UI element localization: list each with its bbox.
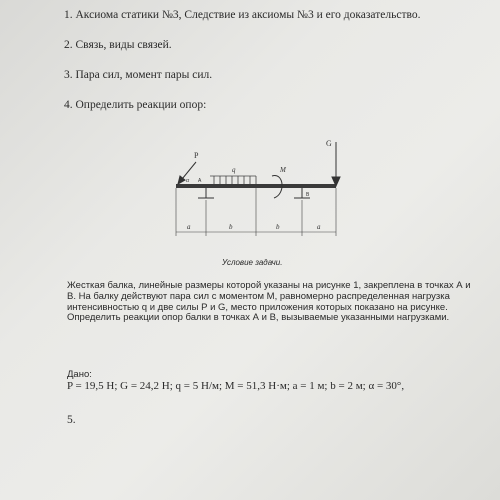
problem-statement [67,281,477,324]
given-label: Дано: [67,369,92,380]
label-p: P [194,151,199,160]
question-2: 2. Связь, виды связей. [64,39,172,51]
beam-diagram [160,132,360,244]
question-4: 4. Определить реакции опор: [64,99,207,111]
figure-caption: Условие задачи. [222,258,283,267]
beam [176,184,336,188]
item-5: 5. [67,414,76,426]
force-g-arrow [332,142,340,186]
support-a [198,188,214,198]
dim-label-2: b [229,223,233,231]
label-a-support: A [198,178,202,184]
label-q: q [232,166,236,174]
distributed-load [210,176,256,184]
label-alpha: α [186,178,190,184]
dim-label-4: a [317,223,321,231]
dim-label-1: a [187,223,191,231]
label-g: G [326,139,332,148]
question-3: 3. Пара сил, момент пары сил. [64,69,213,81]
dimension-lines [176,188,336,236]
question-1: 1. Аксиома статики №3, Следствие из аксиомы №3 и его доказательство. [64,9,421,21]
dim-label-3: b [276,223,280,231]
given-values: P = 19,5 Н; G = 24,2 Н; q = 5 Н/м; M = 51,3 Н·м; a = 1 м; b = 2 м; α = 30°, [67,380,405,392]
problem-paragraph-2: Определить реакции опор балки в точках А и В, вызываемые указанными нагрузками. [67,312,450,324]
label-m: M [280,166,286,174]
label-b-support: B [306,192,310,198]
problem-paragraph-1: Жесткая балка, линейные размеры которой указаны на рисунке 1, закреплена в точках А и В. На балку действуют пара сил с моментом М, равномерно распределенная нагрузка интенсивностью q и две силы Р и G, место приложения которых показано на рисунке. [67,280,471,313]
